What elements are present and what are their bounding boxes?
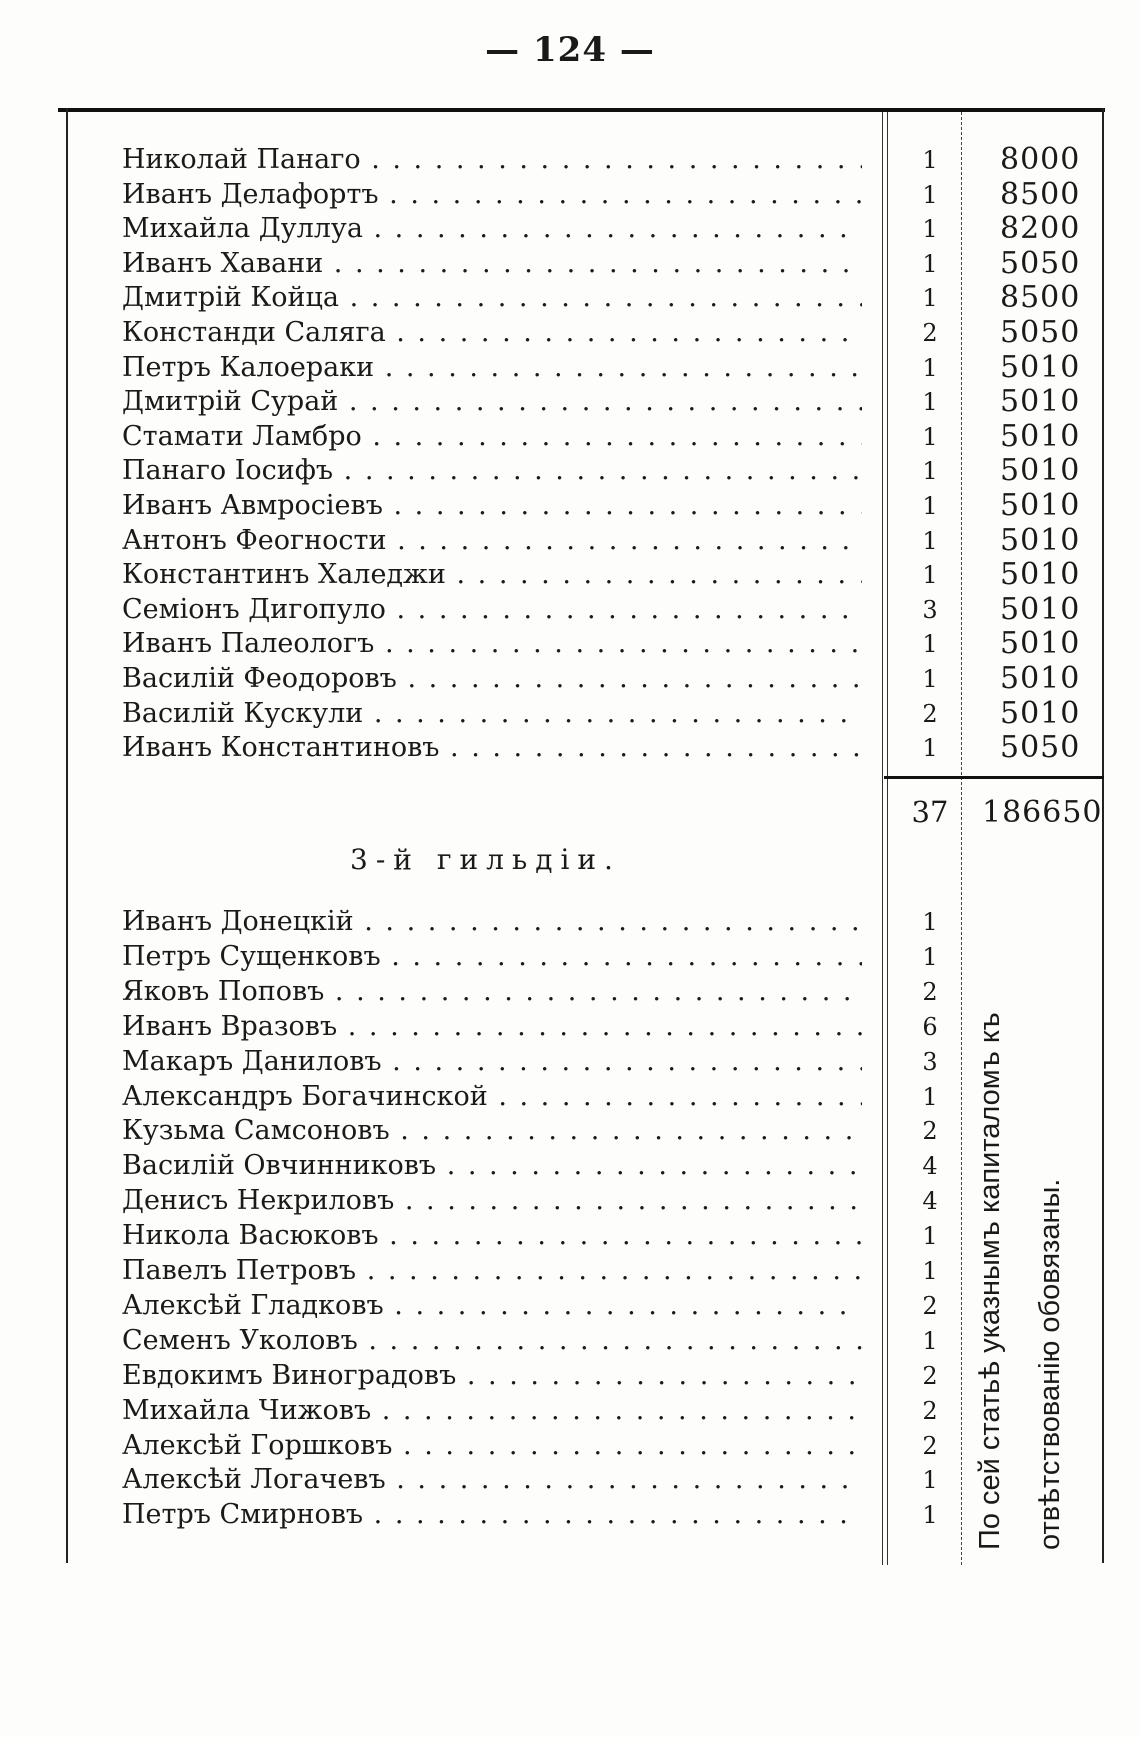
merchant-capital: 5050 (1000, 315, 1081, 350)
list-item (122, 697, 1102, 731)
list-item (122, 1463, 1102, 1497)
merchant-count: 1 (922, 422, 938, 451)
merchant-count: 2 (922, 1396, 938, 1425)
page-number: — 124 — (485, 30, 655, 70)
merchant-count: 2 (922, 1361, 938, 1390)
merchant-name: Иванъ Делафортъ . . . (122, 178, 862, 212)
merchant-count: 1 (922, 1222, 938, 1251)
merchant-name: Павелъ Петровъ . . . (122, 1254, 862, 1288)
merchant-count: 6 (922, 1012, 938, 1041)
list-item (122, 593, 1102, 627)
list-item (122, 316, 1102, 350)
merchant-name: Панаго Іосифъ . . . (122, 454, 862, 488)
merchant-count: 3 (922, 595, 938, 624)
list-item (122, 975, 1102, 1009)
list-item (122, 1289, 1102, 1323)
list-item (122, 1254, 1102, 1288)
merchant-name: Кузьма Самсоновъ . . . (122, 1114, 862, 1148)
merchant-capital: 5010 (1000, 522, 1081, 558)
list-item (122, 212, 1102, 246)
merchant-capital: 5010 (1000, 488, 1081, 523)
merchant-name: Семіонъ Дигопуло . . . (122, 593, 862, 627)
merchant-name: Александръ Богачинской . . . (122, 1080, 862, 1114)
list-item (122, 1324, 1102, 1358)
list-item (122, 627, 1102, 661)
merchant-capital: 8500 (1000, 280, 1081, 316)
list-item (122, 1394, 1102, 1428)
merchant-count: 1 (922, 284, 938, 313)
list-item (122, 1149, 1102, 1183)
merchant-count: 1 (922, 908, 938, 936)
merchant-count: 2 (922, 1431, 938, 1460)
merchant-count: 1 (922, 249, 938, 278)
merchant-name: Никола Васюковъ . . . (122, 1219, 862, 1253)
merchant-name: Михайла Дуллуа . . . (122, 212, 862, 246)
totals-count: 37 (911, 795, 949, 829)
list-item (122, 1010, 1102, 1044)
list-item (122, 524, 1102, 558)
list-item (122, 731, 1102, 765)
merchant-name: Петръ Сущенковъ . . . (122, 940, 862, 974)
list-item (122, 1359, 1102, 1393)
merchant-count: 1 (922, 1466, 938, 1495)
merchant-name: Дмитрій Койца . . . (122, 281, 862, 315)
list-item (122, 1080, 1102, 1114)
merchant-count: 2 (922, 699, 938, 728)
merchant-name: Яковъ Поповъ . . . (122, 975, 862, 1009)
list-item (122, 905, 1102, 939)
list-item (122, 281, 1102, 315)
list-item (122, 1498, 1102, 1532)
merchant-count: 1 (922, 1501, 938, 1530)
merchant-count: 1 (922, 353, 938, 382)
merchant-name: Константинъ Халеджи . . . (122, 558, 862, 592)
merchant-capital: 5010 (1000, 349, 1081, 385)
merchant-capital: 8000 (1000, 142, 1081, 177)
merchant-capital: 5010 (1000, 661, 1081, 696)
merchant-count: 1 (922, 1326, 938, 1355)
list-item (122, 940, 1102, 974)
merchant-count: 1 (922, 388, 938, 417)
merchant-name: Иванъ Донецкій . . . (122, 905, 862, 939)
merchant-count: 1 (922, 630, 938, 659)
list-item (122, 558, 1102, 592)
merchant-count: 1 (922, 942, 938, 971)
merchant-count: 1 (922, 180, 938, 209)
vertical-note-line-1: По сей статьѣ указнымъ капиталомъ къ (974, 1012, 1006, 1550)
left-rule (66, 108, 68, 1563)
merchant-name: Дмитрій Сурай . . . (122, 385, 862, 419)
merchant-capital: 5050 (1000, 730, 1081, 766)
merchant-name: Николай Панаго . . . (122, 143, 862, 177)
merchant-capital: 5010 (1000, 695, 1081, 731)
merchant-count: 1 (922, 734, 938, 763)
list-item (122, 1429, 1102, 1463)
merchant-count: 4 (922, 1187, 938, 1216)
merchant-name: Петръ Смирновъ . . . (122, 1498, 862, 1532)
merchant-count: 2 (922, 1291, 938, 1320)
right-rule (1102, 108, 1104, 1563)
totals-capital: 186650 (982, 795, 1103, 830)
list-item (122, 1114, 1102, 1148)
top-rule (58, 108, 1105, 112)
list-item (122, 351, 1102, 385)
merchant-name: Петръ Калоераки . . . (122, 351, 862, 385)
merchant-count: 1 (922, 1257, 938, 1285)
merchant-capital: 5010 (1000, 384, 1081, 420)
merchant-name: Алексѣй Логачевъ . . . (122, 1463, 862, 1497)
merchant-name: Иванъ Авмросіевъ . . . (122, 489, 862, 523)
guild-heading: 3-й гильдіи. (350, 843, 621, 876)
list-item (122, 489, 1102, 523)
merchant-count: 1 (922, 492, 938, 520)
merchant-name: Василій Овчинниковъ . . . (122, 1149, 862, 1183)
merchant-name: Василій Феодоровъ . . . (122, 662, 862, 696)
merchant-name: Михайла Чижовъ . . . (122, 1394, 862, 1428)
list-item (122, 247, 1102, 281)
list-item (122, 454, 1102, 488)
merchant-count: 1 (922, 215, 938, 244)
merchant-count: 2 (922, 319, 938, 347)
vertical-note (970, 910, 1102, 1550)
merchant-name: Алексѣй Горшковъ . . . (122, 1429, 862, 1463)
merchant-name: Антонъ Феогности . . . (122, 524, 862, 558)
list-item (122, 662, 1102, 696)
merchant-count: 3 (922, 1047, 938, 1076)
merchant-count: 1 (922, 561, 938, 590)
merchant-name: Иванъ Палеологъ . . . (122, 627, 862, 661)
list-item (122, 385, 1102, 419)
merchant-capital: 8200 (1000, 211, 1081, 247)
merchant-name: Василій Кускули . . . (122, 697, 862, 731)
merchant-capital: 8500 (1000, 176, 1081, 212)
merchant-count: 1 (922, 665, 938, 693)
merchant-capital: 5010 (1000, 418, 1081, 454)
list-item (122, 178, 1102, 212)
merchant-name: Стамати Ламбро . . . (122, 420, 862, 454)
list-item (122, 1184, 1102, 1218)
list-item (122, 1045, 1102, 1079)
merchant-capital: 5010 (1000, 626, 1081, 662)
merchant-name: Семенъ Уколовъ . . . (122, 1324, 862, 1358)
list-item (122, 420, 1102, 454)
merchant-count: 1 (922, 526, 938, 555)
merchant-capital: 5010 (1000, 591, 1081, 627)
merchant-name: Иванъ Вразовъ . . . (122, 1010, 862, 1044)
merchant-capital: 5010 (1000, 557, 1081, 593)
list-item (122, 1219, 1102, 1253)
merchant-name: Евдокимъ Виноградовъ . . . (122, 1359, 862, 1393)
merchant-name: Макаръ Даниловъ . . . (122, 1045, 862, 1079)
merchant-count: 1 (922, 1082, 938, 1111)
list-item (122, 143, 1102, 177)
merchant-count: 2 (922, 977, 938, 1006)
merchant-count: 1 (922, 457, 938, 486)
merchant-count: 2 (922, 1117, 938, 1146)
totals-rule (884, 776, 1104, 779)
merchant-count: 4 (922, 1152, 938, 1181)
merchant-name: Констанди Саляга . . . (122, 316, 862, 350)
merchant-capital: 5050 (1000, 245, 1081, 281)
merchant-name: Иванъ Константиновъ . . . (122, 731, 862, 765)
vertical-note-line-2: отвѣтствованію обовязаны. (1034, 1178, 1066, 1550)
merchant-name: Иванъ Хавани . . . (122, 247, 862, 281)
merchant-name: Алексѣй Гладковъ . . . (122, 1289, 862, 1323)
merchant-capital: 5010 (1000, 453, 1081, 489)
merchant-name: Денисъ Некриловъ . . . (122, 1184, 862, 1218)
merchant-count: 1 (922, 146, 938, 174)
